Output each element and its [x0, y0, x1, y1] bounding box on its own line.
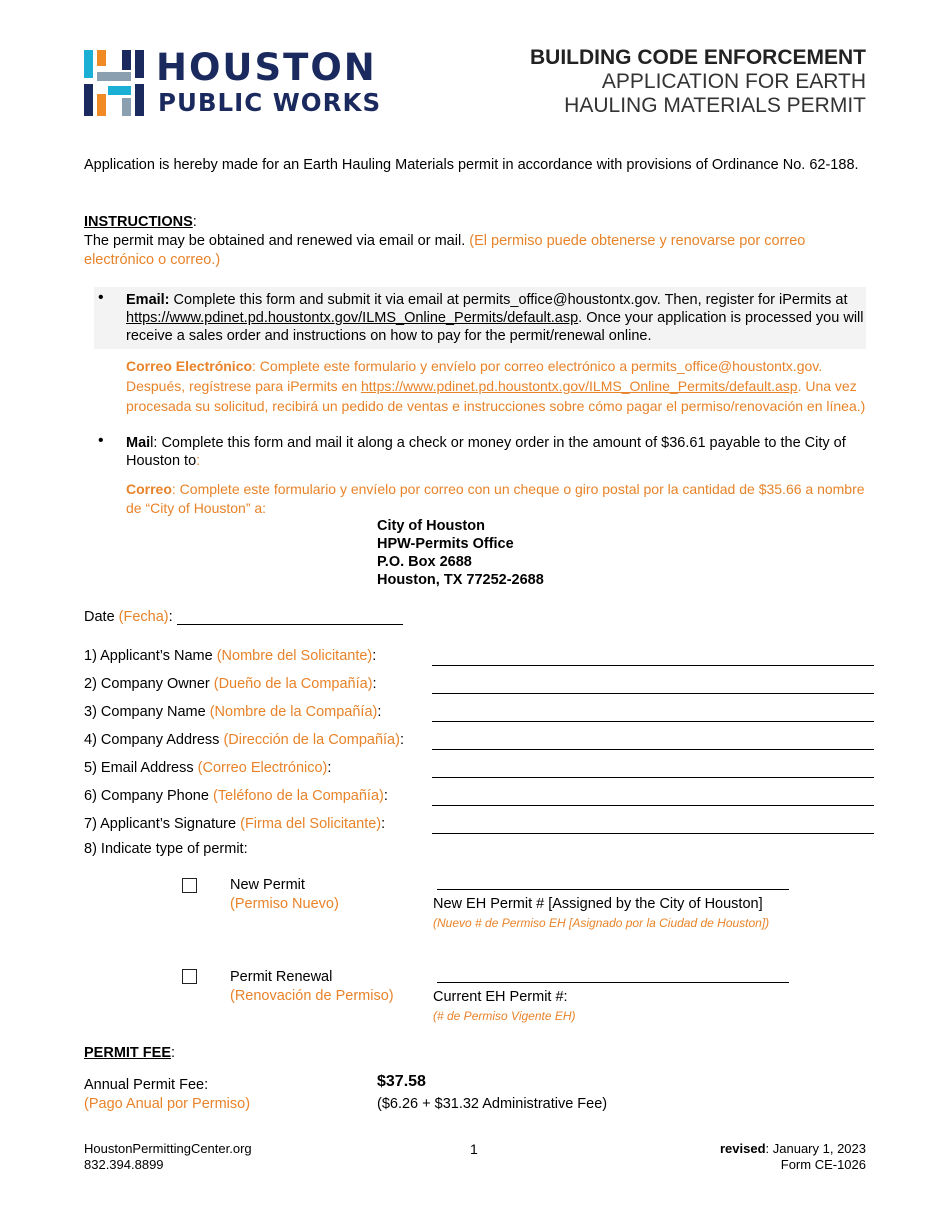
field-label: 6) Company Phone	[84, 788, 213, 804]
new-eh-permit-label-es: (Nuevo # de Permiso EH [Asignado por la Ciudad de Houston])	[433, 916, 770, 930]
field-label: 3) Company Name	[84, 704, 210, 720]
mail-label: Mai	[126, 435, 151, 451]
mail-instructions-es	[126, 480, 866, 518]
houston-public-works-logo	[84, 46, 404, 120]
new-eh-permit-number-field[interactable]	[437, 874, 789, 890]
field-label: 2) Company Owner	[84, 676, 214, 692]
current-eh-permit-number-label	[433, 988, 576, 1026]
ipermits-link-es[interactable]: https://www.pdinet.pd.houstontx.gov/ILMS_Online_Permits/default.asp	[361, 378, 798, 394]
company-owner-field[interactable]	[432, 676, 874, 694]
field-label: 4) Company Address	[84, 732, 224, 748]
company-owner-label	[84, 676, 377, 692]
applicant-name-label	[84, 648, 376, 664]
address-line: P.O. Box 2688	[377, 554, 472, 570]
instructions-text-es: (El permiso puede obtenerse y renovarse por correo electrónico o correo.)	[84, 233, 806, 268]
instructions-section: INSTRUCTIONS: The permit may be obtained and renewed via email or mail. (El permiso puede obtenerse y renovarse por correo electrónico o correo.)	[84, 214, 806, 268]
permit-renewal-label: Permit Renewal	[230, 969, 333, 985]
email-address-label	[84, 760, 331, 776]
address-line: City of Houston	[377, 518, 485, 534]
new-eh-permit-number-label	[433, 895, 769, 933]
company-phone-label	[84, 788, 388, 804]
applicant-name-field[interactable]	[432, 648, 874, 666]
field-colon: :	[399, 732, 404, 748]
permit-fee-colon: :	[171, 1045, 176, 1061]
revised-date: : January 1, 2023	[765, 1141, 866, 1156]
footer-phone: 832.394.8899	[84, 1157, 164, 1172]
email-label-es: Correo Electrónico	[126, 358, 253, 374]
permit-renewal-label-es: (Renovación de Permiso)	[230, 988, 394, 1004]
ipermits-link[interactable]: https://www.pdinet.pd.houstontx.gov/ILMS_Online_Permits/default.asp	[126, 310, 579, 326]
field-colon: :	[327, 760, 332, 776]
revised-label: revised	[719, 1141, 766, 1156]
title-line-2: APPLICATION FOR EARTH	[601, 70, 866, 93]
email-instructions	[126, 291, 866, 345]
email-es-text-1: : Complete este formulario y envíelo por correo electrónico a permits_office@houstontx.gov. Después, regístrese para iPermits en	[126, 358, 823, 394]
form-title	[530, 46, 866, 118]
field-label-es: (Dirección de la Compañía)	[223, 732, 400, 748]
email-instructions-es	[126, 356, 866, 416]
intro-text: Application is hereby made for an Earth Hauling Materials permit in accordance with provisions of Ordinance No. 62-188.	[84, 157, 859, 173]
date-label-es: (Fecha)	[118, 609, 169, 625]
current-eh-permit-label: Current EH Permit #:	[433, 989, 568, 1005]
email-text-1: Complete this form and submit it via email at permits_office@houstontx.gov. Then, register for iPermits at	[169, 292, 848, 308]
applicant-signature-field[interactable]	[432, 816, 874, 834]
field-label-es: (Nombre de la Compañía)	[209, 704, 378, 720]
logo-text-houston: HOUSTON	[156, 46, 377, 89]
instructions-title: INSTRUCTIONS	[84, 214, 193, 230]
address-line: HPW-Permits Office	[377, 536, 514, 552]
field-label-es: (Correo Electrónico)	[197, 760, 328, 776]
annual-fee-label-es: (Pago Anual por Permiso)	[84, 1096, 251, 1112]
address-line: Houston, TX 77252-2688	[377, 572, 544, 588]
field-colon: :	[372, 648, 377, 664]
footer-website: HoustonPermittingCenter.org	[84, 1141, 252, 1156]
field-label-es: (Nombre del Solicitante)	[216, 648, 373, 664]
date-field[interactable]	[177, 609, 403, 625]
footer-revision	[720, 1141, 866, 1173]
company-address-label	[84, 732, 404, 748]
field-label-es: (Firma del Solicitante)	[240, 816, 382, 832]
bullet-icon: •	[98, 432, 104, 449]
email-address-field[interactable]	[432, 760, 874, 778]
footer-contact	[84, 1141, 252, 1173]
field-label-es: (Dueño de la Compañía)	[213, 676, 373, 692]
new-eh-permit-label: New EH Permit # [Assigned by the City of Houston]	[433, 896, 763, 912]
current-eh-permit-label-es: (# de Permiso Vigente EH)	[433, 1009, 576, 1023]
date-label-en: Date	[84, 609, 119, 625]
annual-fee-label-en: Annual Permit Fee:	[84, 1077, 209, 1093]
title-line-3: HAULING MATERIALS PERMIT	[564, 94, 866, 117]
permit-renewal-option	[230, 968, 394, 1006]
mailing-address	[377, 517, 544, 589]
email-es-text-2: . Una vez procesada su solicitud, recibirá un pedido de ventas e instrucciones sobre cómo pagar el permiso/renovación en línea.)	[126, 378, 866, 414]
logo-text-public-works: PUBLIC WORKS	[158, 88, 382, 117]
new-permit-checkbox[interactable]	[182, 878, 197, 893]
date-colon: :	[168, 609, 173, 625]
field-label: 7) Applicant’s Signature	[84, 816, 241, 832]
mail-es-text: : Complete este formulario y envíelo por correo con un cheque o giro postal por la cantidad de $35.66 a nombre de “City of Houston” a:	[126, 481, 865, 516]
company-name-field[interactable]	[432, 704, 874, 722]
instructions-text: The permit may be obtained and renewed via email or mail.	[84, 233, 466, 249]
email-label: Email:	[126, 292, 170, 308]
mail-label-rest: l	[150, 435, 154, 451]
field-colon: :	[372, 676, 377, 692]
mail-text: : Complete this form and mail it along a check or money order in the amount of $36.61 payable to the City of Houston to	[126, 435, 846, 469]
mail-label-es: Correo	[126, 481, 172, 497]
title-department: BUILDING CODE ENFORCEMENT	[530, 46, 866, 69]
permit-fee-title: PERMIT FEE	[84, 1045, 172, 1061]
mail-colon: :	[196, 453, 201, 469]
field-label-es: (Teléfono de la Compañía)	[212, 788, 384, 804]
email-text-2: . Once your application is processed you will receive a sales order and instructions on how to pay for the permit/renewal online.	[126, 310, 864, 344]
current-eh-permit-number-field[interactable]	[437, 967, 789, 983]
annual-fee-label	[84, 1076, 250, 1114]
field-colon: :	[381, 816, 386, 832]
field-colon: :	[383, 788, 388, 804]
new-permit-label: New Permit	[230, 877, 305, 893]
field-colon: :	[377, 704, 382, 720]
form-number: Form CE-1026	[780, 1157, 866, 1172]
mail-instructions	[126, 434, 866, 470]
logo-mark-icon	[84, 50, 144, 116]
company-address-field[interactable]	[432, 732, 874, 750]
page-number: 1	[470, 1141, 478, 1157]
permit-renewal-checkbox[interactable]	[182, 969, 197, 984]
new-permit-label-es: (Permiso Nuevo)	[230, 896, 339, 912]
company-name-label	[84, 704, 381, 720]
annual-fee-amount: $37.58	[377, 1073, 426, 1090]
field-label: 5) Email Address	[84, 760, 198, 776]
permit-type-label: 8) Indicate type of permit:	[84, 841, 248, 857]
permit-fee-heading	[84, 1045, 175, 1061]
bullet-icon: •	[98, 289, 104, 306]
field-label: 1) Applicant’s Name	[84, 648, 217, 664]
company-phone-field[interactable]	[432, 788, 874, 806]
annual-fee-breakdown: ($6.26 + $31.32 Administrative Fee)	[377, 1096, 608, 1112]
applicant-signature-label	[84, 816, 385, 832]
date-label	[84, 609, 173, 625]
new-permit-option	[230, 876, 339, 914]
